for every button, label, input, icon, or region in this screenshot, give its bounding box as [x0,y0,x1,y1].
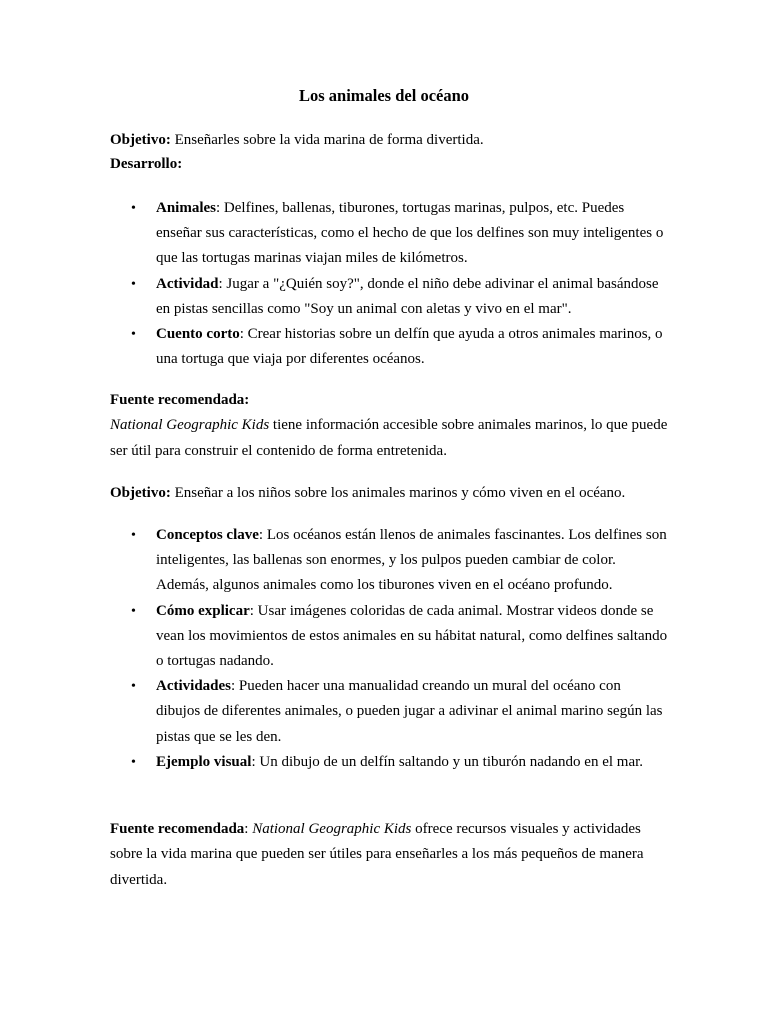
bullet-text: : Usar imágenes coloridas de cada animal. Mostrar videos donde se vean los movimientos de estos animales en su hábitat natural, como delfines saltando o tortugas nadando. [156,602,668,670]
fuente-paragraph-1 [110,388,670,464]
list-item [0,322,668,372]
desarrollo-label: Desarrollo: [110,156,183,172]
bullet-icon: • [131,201,136,216]
objetivo-label: Objetivo: [110,485,171,501]
bullet-text: : Pueden hacer una manualidad creando un mural del océano con dibujos de diferentes animales, o pueden jugar a adivinar el animal marino según las pistas que se les den. [156,678,663,745]
bullet-icon: • [131,679,136,695]
objetivo-label: Objetivo: [110,132,171,148]
list-item [0,674,668,750]
list-item [0,599,668,675]
fuente-separator: : [244,821,253,837]
fuente-text: tiene información accesible sobre animales marinos, lo que puede ser útil para construir el contenido de forma entretenida. [110,417,668,459]
bullet-label: Ejemplo visual [156,753,252,770]
bullet-text: : Jugar a "¿Quién soy?", donde el niño debe adivinar el animal basándose en pistas sencillas como "Soy un animal con aletas y vivo en el mar". [156,275,659,317]
bullet-label: Actividad [156,275,219,292]
bullet-text: : Los océanos están llenos de animales fascinantes. Los delfines son inteligentes, las ballenas son enormes, y los pulpos pueden cambiar de color. Además, algunos animales como los tiburones viven en el océano profundo. [156,527,667,594]
desarrollo-line [110,152,182,176]
fuente-label: Fuente recomendada: [110,392,250,408]
fuente-label: Fuente recomendada [110,821,245,837]
objetivo-line-1 [110,128,484,152]
bullet-text: : Delfines, ballenas, tiburones, tortugas marinas, pulpos, etc. Puedes enseñar sus características, como el hecho de que los delfines son muy inteligentes o que las tortugas marinas viajan miles de kilómetros. [156,200,664,267]
fuente-text: ofrece recursos visuales y actividades sobre la vida marina que pueden ser útiles para enseñarles a los más pequeños de manera divertida. [110,821,644,888]
bullet-icon: • [131,276,136,292]
bullet-label: Conceptos clave [156,527,259,543]
bullet-text: : Crear historias sobre un delfín que ayuda a otros animales marinos, o una tortuga que viaja por diferentes océanos. [156,326,663,368]
bullet-label: Cómo explicar [156,602,250,619]
bullet-icon: • [131,754,136,770]
bullet-icon: • [131,327,136,343]
bullet-icon: • [131,528,136,543]
bullet-icon: • [131,603,136,619]
bullet-text: : Un dibujo de un delfín saltando y un tiburón nadando en el mar. [251,753,644,770]
fuente-paragraph-2 [110,817,670,893]
conceptos-list [0,523,768,775]
list-item [0,272,668,322]
list-item [0,750,668,775]
objetivo-text: Enseñar a los niños sobre los animales marinos y cómo viven en el océano. [170,485,626,501]
document-title: Los animales del océano [298,86,470,105]
objetivo-line-2 [110,481,625,505]
list-item [0,523,668,599]
bullet-label: Actividades [156,678,231,695]
fuente-source: National Geographic Kids [110,417,270,434]
list-item [0,196,668,272]
bullet-label: Cuento corto [156,326,240,343]
objetivo-text: Enseñarles sobre la vida marina de forma divertida. [170,132,484,148]
fuente-source: National Geographic Kids [252,821,412,837]
desarrollo-list [0,196,768,372]
bullet-label: Animales [156,200,216,216]
